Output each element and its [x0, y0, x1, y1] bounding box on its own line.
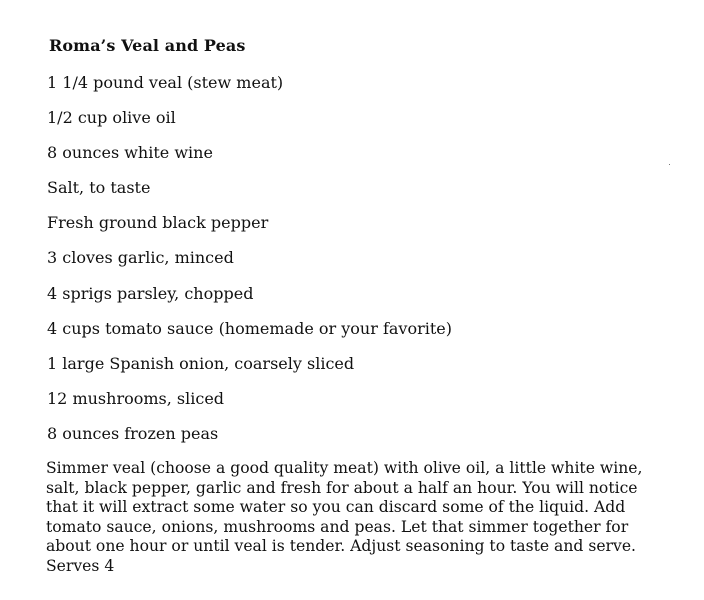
ingredient-item: 12 mushrooms, sliced: [47, 389, 225, 408]
scan-speck: [669, 164, 670, 165]
ingredient-item: 1 1/4 pound veal (stew meat): [47, 73, 284, 92]
recipe-title: Roma’s Veal and Peas: [49, 36, 246, 55]
ingredient-item: 4 sprigs parsley, chopped: [47, 284, 254, 303]
ingredient-item: Salt, to taste: [47, 178, 151, 197]
ingredient-item: 3 cloves garlic, minced: [47, 248, 234, 267]
ingredient-item: Fresh ground black pepper: [47, 213, 269, 232]
recipe-instructions: Simmer veal (choose a good quality meat) with olive oil, a little white wine, salt, black pepper, garlic and fresh for about a half an hour. You will notice that it will extract some water so you can discard some of the liquid. Add tomato sauce, onions, mushrooms and peas. Let that simmer together for about one hour or until veal is tender. Adjust seasoning to taste and serve. Serves 4: [46, 459, 643, 575]
ingredient-item: 8 ounces frozen peas: [47, 424, 219, 443]
ingredient-item: 8 ounces white wine: [47, 143, 213, 162]
ingredient-item: 1 large Spanish onion, coarsely sliced: [47, 354, 355, 373]
ingredient-item: 4 cups tomato sauce (homemade or your favorite): [47, 319, 453, 338]
ingredient-item: 1/2 cup olive oil: [47, 108, 176, 127]
